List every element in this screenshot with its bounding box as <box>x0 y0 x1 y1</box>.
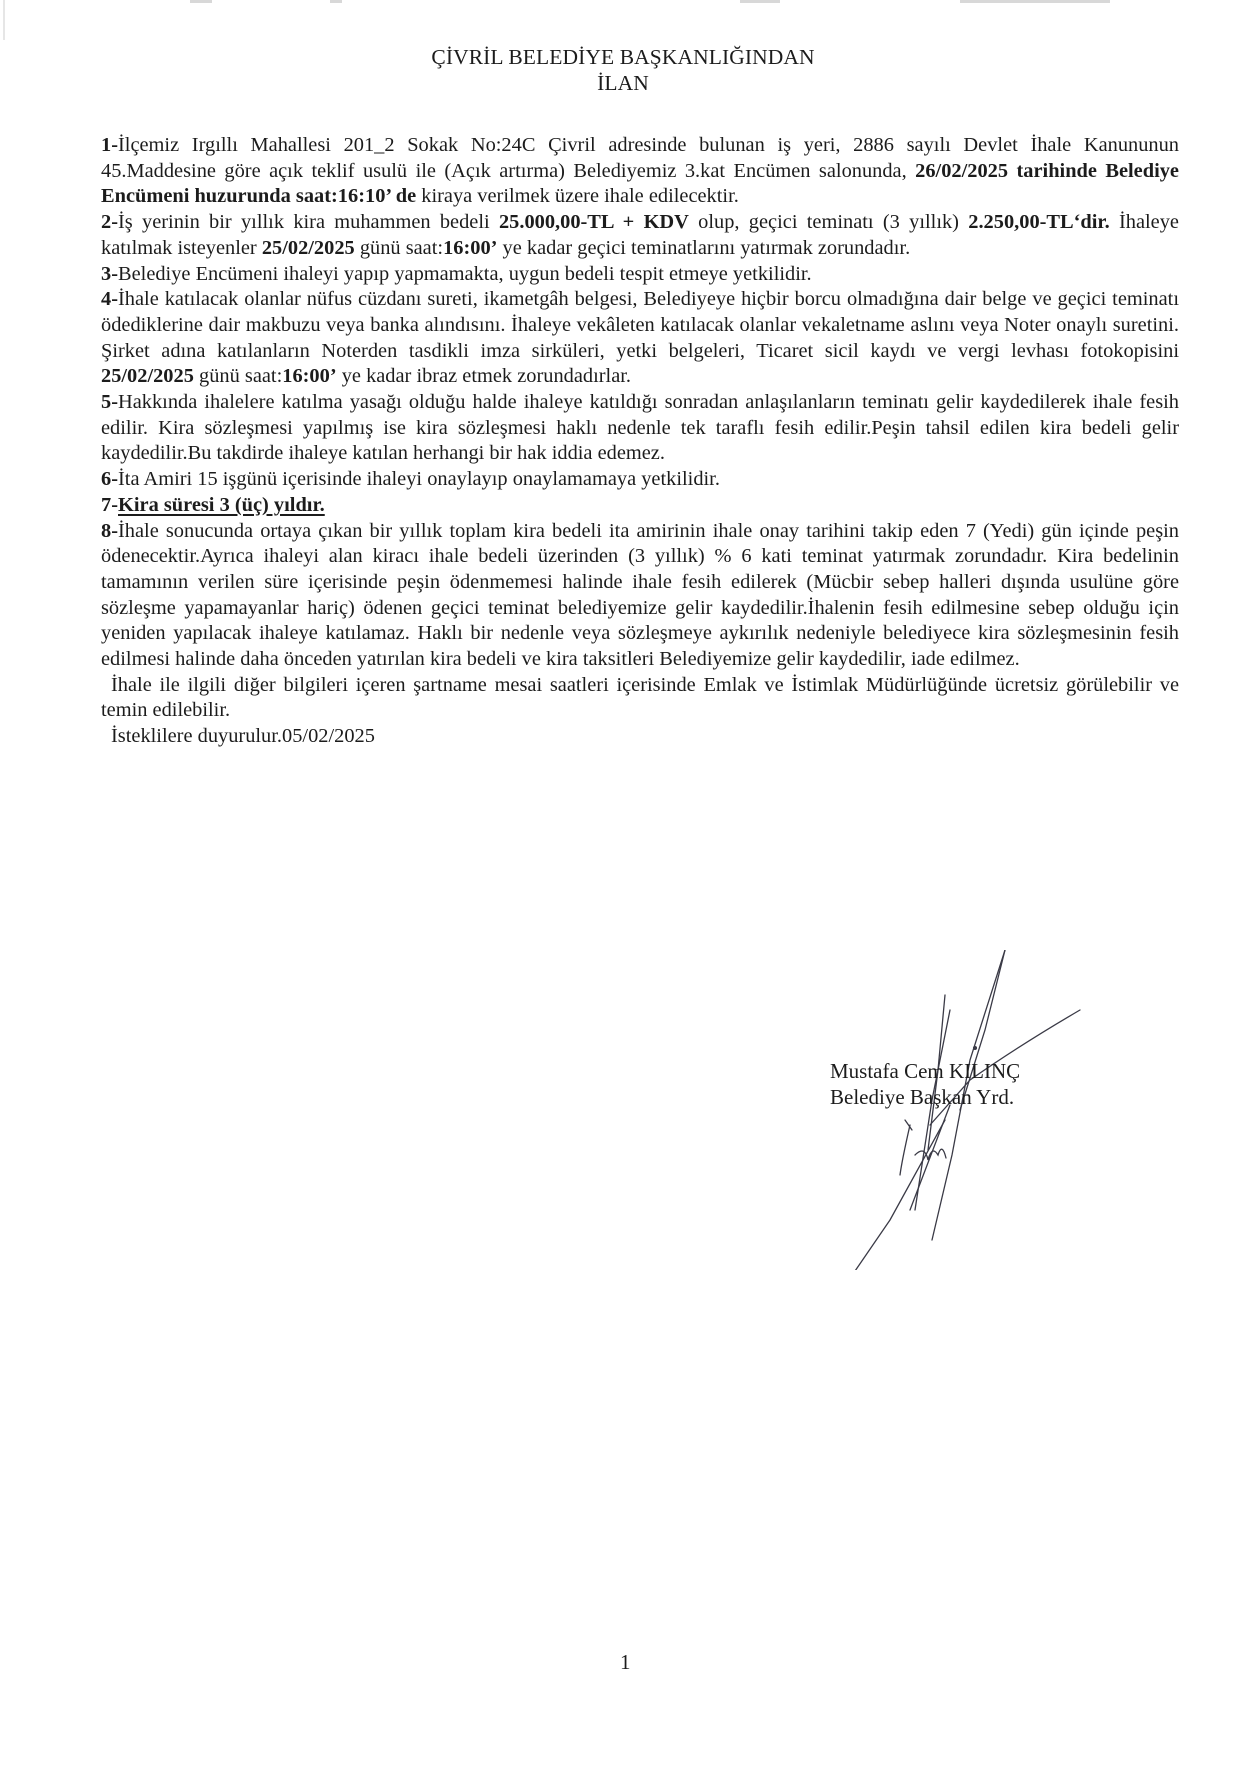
issuer-title: ÇİVRİL BELEDİYE BAŞKANLIĞINDAN <box>431 45 815 69</box>
notice-title: İLAN <box>597 71 649 95</box>
clause-3: 3-Belediye Encümeni ihaleyi yapıp yapmamakta, uygun bedeli tespit etmeye yetkilidir. <box>101 262 812 285</box>
clause-8: 8-İhale sonucunda ortaya çıkan bir yıllık toplam kira bedeli ita amirinin ihale onay tarihini takip eden 7 (Yedi) gün içinde peşin ödenecektir.Ayrıca ihaleyi alan kiracı ihale bedeli üzerinden (3 yıllık) % 6 kati teminat yatırmak zorundadır. Kira bedelinin tamamının verilen süre içerisinde peşin ödenmemesi halinde ihale fesih edilerek (Mücbir sebep halleri dışında usulüne göre sözleşme yapamayanlar hariç) ödenen geçici teminat belediyemize gelir kaydedilir.İhalenin fesih edilmesine sebep olduğu için yeniden yapılacak ihaleye katılamaz. Haklı bir nedenle veya sözleşmeye aykırılık nedeniyle belediyece kira sözleşmesinin fesih edilmesi halinde daha önceden yatırılan kira bedeli ve kira taksitleri Belediyemize gelir kaydedilir, iade edilmez. <box>101 519 1179 671</box>
clause-number: 7- <box>101 493 118 516</box>
clause-2: 2-İş yerinin bir yıllık kira muhammen bedeli 25.000,00-TL + KDV olup, geçici teminatı (3 yıllık) 2.250,00-TL‘dir. İhaleye katılmak isteyenler 25/02/2025 günü saat:16:00’ ye kadar geçici teminatlarını yatırmak zorundadır. <box>101 211 1179 259</box>
scan-artifact <box>330 0 342 3</box>
scan-edge <box>3 0 5 40</box>
signature-scribble-icon <box>820 950 1120 1270</box>
clause-1: 1-İlçemiz Irgıllı Mahallesi 201_2 Sokak No:24C Çivril adresinde bulunan iş yeri, 2886 sayılı Devlet İhale Kanununun 45.Maddesine göre açık teklif usulü ile (Açık artırma) Belediyemiz 3.kat Encümen salonunda, 26/02/2025 tarihinde Belediye Encümeni huzurunda saat:16:10’ de kiraya verilmek üzere ihale edilecektir. <box>101 134 1179 208</box>
clause-number: 3- <box>101 262 118 285</box>
closing-announce: İsteklilere duyurulur.05/02/2025 <box>111 725 375 748</box>
signatory-title: Belediye Başkan Yrd. <box>830 1085 1015 1109</box>
scan-artifact <box>960 0 1110 3</box>
clause-4: 4-İhale katılacak olanlar nüfus cüzdanı sureti, ikametgâh belgesi, Belediyeye hiçbir borcu olmadığına dair belge ve geçici teminatı ödediklerine dair makbuzu veya banka alındısını. İhaleye vekâleten katılacak olanlar vekaletname aslını veya Noter onaylı suretini. Şirket adına katılanların Noterden tasdikli imza sirküleri, yetki belgeleri, Ticaret sicil kaydı ve vergi levhası fotokopisini 25/02/2025 günü saat:16:00’ ye kadar ibraz etmek zorundadırlar. <box>101 288 1179 388</box>
page-number: 1 <box>620 1650 631 1674</box>
clause-number: 2- <box>101 211 118 234</box>
clause-5: 5-Hakkında ihalelere katılma yasağı olduğu halde ihaleye katıldığı sonradan anlaşılanların teminatı gelir kaydedilerek ihale fesih edilir. Kira sözleşmesi yapılmış ise kira sözleşmesi haklı nedenle tek taraflı fesih edilir.Peşin tahsil edilen kira bedeli gelir kaydedilir.Bu takdirde ihaleye katılan herhangi bir hak iddia edemez. <box>101 391 1179 465</box>
clause-7: 7-Kira süresi 3 (üç) yıldır. <box>101 493 325 516</box>
signatory-name: Mustafa Cem KILINÇ <box>830 1059 1021 1083</box>
clause-number: 1- <box>101 134 118 156</box>
scan-artifact <box>740 0 780 3</box>
clause-number: 4- <box>101 288 118 311</box>
clause-6: 6-İta Amiri 15 işgünü içerisinde ihaleyi onaylayıp onaylamamaya yetkilidir. <box>101 468 720 491</box>
clause-number: 6- <box>101 468 118 491</box>
signature-block <box>830 1058 1020 1110</box>
document-header <box>0 44 1246 96</box>
scan-artifact <box>190 0 212 3</box>
clause-number: 8- <box>101 519 118 542</box>
notice-body <box>101 133 1179 750</box>
closing-info: İhale ile ilgili diğer bilgileri içeren şartname mesai saatleri içerisinde Emlak ve İstimlak Müdürlüğünde ücretsiz görülebilir ve temin edilebilir. <box>101 673 1179 722</box>
clause-number: 5- <box>101 391 118 414</box>
